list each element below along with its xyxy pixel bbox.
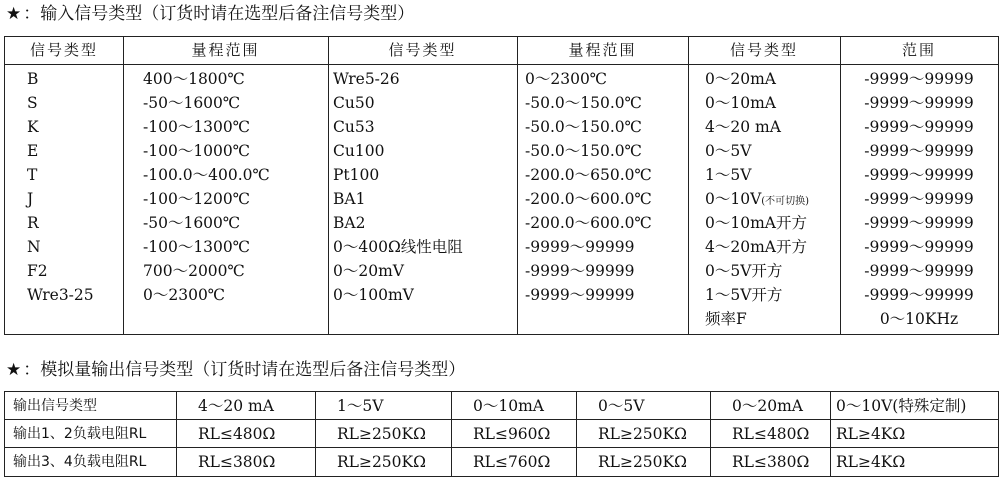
cell-range-c: -9999～99999 (864, 190, 974, 208)
cell-signal-type-b: 0～400Ω线性电阻 (333, 238, 463, 256)
column-divider (576, 392, 577, 476)
cell-signal-type-c: 0～10mA开方 (705, 214, 807, 232)
cell-signal-type-c: 0～5V开方 (705, 262, 783, 280)
cell-signal-type-c: 4～20mA开方 (705, 238, 807, 256)
table-row (5, 259, 998, 283)
table-cell: RL≤380Ω (198, 453, 276, 471)
table-row (5, 187, 998, 211)
cell-signal-type-b: BA1 (333, 190, 366, 208)
header-signal-type-1: 信号类型 (29, 41, 98, 59)
cell-signal-type-a: E (27, 142, 39, 160)
cell-signal-type-a: F2 (27, 262, 48, 280)
table-cell: RL≤480Ω (198, 425, 276, 443)
cell-range-a: 0～2300℃ (143, 286, 226, 304)
cell-range-c: -9999～99999 (864, 166, 974, 184)
table-cell: RL≥4KΩ (836, 453, 906, 471)
cell-range-c: -9999～99999 (864, 142, 974, 160)
cell-range-b: -50.0～150.0℃ (525, 118, 642, 136)
section-title-text: ：输入信号类型（订货时请在选型后备注信号类型） (23, 4, 415, 24)
cell-range-b: -200.0～600.0℃ (525, 214, 652, 232)
table-row (5, 115, 998, 139)
table-cell: RL≤480Ω (732, 425, 810, 443)
cell-signal-type-c: 0～10V(不可切换) (705, 190, 810, 208)
row-label: 输出信号类型 (13, 398, 97, 414)
cell-range-c: -9999～99999 (864, 214, 974, 232)
cell-range-b: -200.0～650.0℃ (525, 166, 652, 184)
table-row (5, 139, 998, 163)
table-cell: RL≥250KΩ (337, 425, 426, 443)
cell-signal-type-b: Cu100 (333, 142, 385, 160)
cell-signal-type-b: 0～20mV (333, 262, 404, 280)
column-divider (315, 392, 316, 476)
cell-range-b: -9999～99999 (525, 262, 635, 280)
cell-signal-type-a: B (27, 70, 39, 88)
section-title-output-signals (6, 358, 465, 382)
table-cell: 0～10V(特殊定制) (836, 397, 967, 415)
cell-range-c: -9999～99999 (864, 238, 974, 256)
table-row (5, 211, 998, 235)
cell-signal-type-c: 0～20mA (705, 70, 776, 88)
table-cell: RL≥250KΩ (337, 453, 426, 471)
cell-range-a: -50～1600℃ (143, 94, 241, 112)
cell-signal-type-b: Wre5-26 (333, 70, 400, 88)
table-cell: RL≥4KΩ (836, 425, 906, 443)
cell-range-a: 700～2000℃ (143, 262, 245, 280)
cell-signal-type-a: T (27, 166, 38, 184)
header-signal-type-2: 信号类型 (388, 41, 457, 59)
column-divider (830, 392, 831, 476)
header-range-3: 范围 (901, 41, 936, 59)
cell-range-c: -9999～99999 (864, 286, 974, 304)
cell-range-c: -9999～99999 (864, 70, 974, 88)
cell-range-a: 400～1800℃ (143, 70, 245, 88)
cell-range-c: 0～10KHz (879, 310, 959, 328)
cell-range-b: -50.0～150.0℃ (525, 142, 642, 160)
cell-range-b: 0～2300℃ (525, 70, 608, 88)
header-range-2: 量程范围 (568, 41, 637, 59)
table-cell: 0～5V (598, 397, 645, 415)
column-divider (710, 392, 711, 476)
column-divider (176, 392, 177, 476)
section-title-input-signals (6, 2, 414, 26)
table-row (5, 235, 998, 259)
cell-range-b: -9999～99999 (525, 238, 635, 256)
cell-signal-type-c: 频率F (705, 310, 747, 328)
cell-signal-type-b: BA2 (333, 214, 366, 232)
table-cell: 4～20 mA (198, 397, 274, 415)
cell-range-c: -9999～99999 (864, 94, 974, 112)
section-title-text: ：模拟量输出信号类型（订货时请在选型后备注信号类型） (23, 360, 466, 380)
table-cell: RL≤760Ω (473, 453, 551, 471)
note-not-switchable: (不可切换) (761, 196, 810, 207)
input-signal-table (4, 36, 999, 335)
table-cell: 0～10mA (473, 397, 544, 415)
cell-range-a: -100～1300℃ (143, 238, 251, 256)
cell-range-a: -100.0～400.0℃ (143, 166, 270, 184)
table-cell: 0～20mA (732, 397, 803, 415)
row-label: 输出1、2负载电阻RL (13, 426, 147, 442)
star-icon: ★ (6, 4, 22, 24)
cell-range-b: -50.0～150.0℃ (525, 94, 642, 112)
table-cell: RL≤960Ω (473, 425, 551, 443)
table-cell: 1～5V (337, 397, 384, 415)
cell-signal-type-a: R (27, 214, 39, 232)
cell-signal-type-a: J (27, 190, 34, 208)
cell-range-a: -100～1200℃ (143, 190, 251, 208)
row-label: 输出3、4负载电阻RL (13, 454, 147, 470)
table-cell: RL≤380Ω (732, 453, 810, 471)
cell-signal-type-b: 0～100mV (333, 286, 414, 304)
cell-signal-type-c: 1～5V (705, 166, 752, 184)
header-signal-type-3: 信号类型 (729, 41, 798, 59)
table-row (5, 307, 998, 331)
cell-range-a: -100～1300℃ (143, 118, 251, 136)
table-cell: RL≥250KΩ (598, 425, 687, 443)
cell-signal-type-c: 1～5V开方 (705, 286, 783, 304)
cell-range-a: -100～1000℃ (143, 142, 251, 160)
star-icon: ★ (6, 360, 22, 380)
cell-signal-type-a: N (27, 238, 41, 256)
cell-signal-type-a: Wre3-25 (27, 286, 94, 304)
header-range-1: 量程范围 (191, 41, 260, 59)
table-row (5, 91, 998, 115)
cell-range-b: -200.0～600.0℃ (525, 190, 652, 208)
cell-signal-type-c: 4～20 mA (705, 118, 781, 136)
cell-range-c: -9999～99999 (864, 262, 974, 280)
output-signal-table (4, 391, 999, 477)
table-row (5, 67, 998, 91)
cell-signal-type-a: S (27, 94, 38, 112)
cell-signal-type-b: Cu50 (333, 94, 375, 112)
cell-range-c: -9999～99999 (864, 118, 974, 136)
cell-signal-type-a: K (27, 118, 39, 136)
cell-signal-type-c: 0～5V (705, 142, 752, 160)
cell-signal-type-b: Pt100 (333, 166, 380, 184)
column-divider (451, 392, 452, 476)
cell-range-b: -9999～99999 (525, 286, 635, 304)
table-cell: RL≥250KΩ (598, 453, 687, 471)
cell-range-a: -50～1600℃ (143, 214, 241, 232)
cell-signal-type-b: Cu53 (333, 118, 375, 136)
table-row (5, 163, 998, 187)
table-row (5, 283, 998, 307)
cell-signal-type-c: 0～10mA (705, 94, 776, 112)
